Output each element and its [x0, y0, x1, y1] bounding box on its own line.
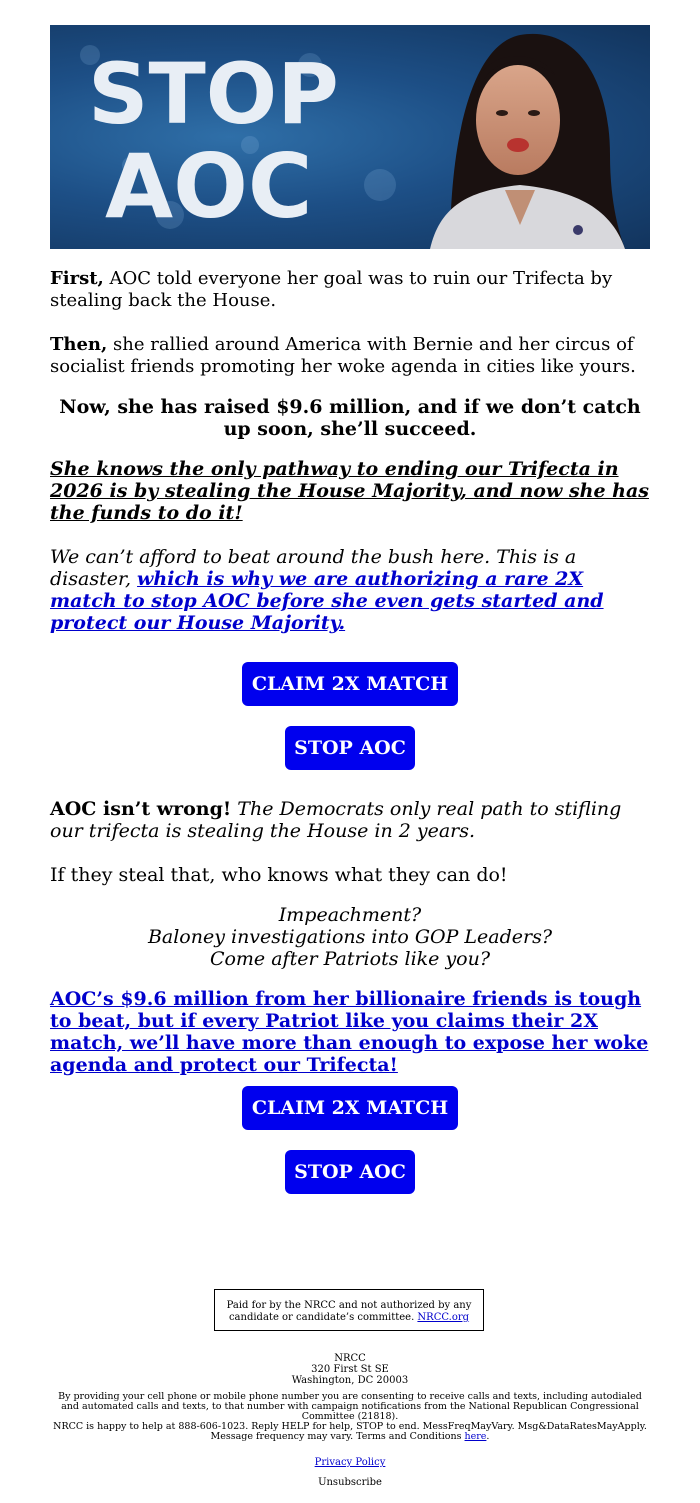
- hero-headline-line1: STOP: [88, 45, 339, 143]
- hero-headline-line2: AOC: [105, 135, 313, 238]
- paragraph-steal: If they steal that, who knows what they can do!: [50, 864, 508, 886]
- privacy-policy-link[interactable]: Privacy Policy: [314, 1457, 386, 1468]
- paragraph-now: Now, she has raised $9.6 million, and if we don’t catch up soon, she’ll succeed.: [59, 396, 641, 440]
- org-name: NRCC: [334, 1353, 366, 1364]
- hero-banner[interactable]: [50, 25, 650, 249]
- claim-2x-match-button-2[interactable]: CLAIM 2X MATCH: [242, 1086, 458, 1130]
- paid-for-text: Paid for by the NRCC and not authorized by any candidate or candidate’s committee.: [226, 1300, 472, 1323]
- paragraph-aoc-wrong-lead: AOC isn’t wrong!: [50, 798, 232, 820]
- paragraph-then: [50, 334, 650, 378]
- nrcc-link[interactable]: NRCC.org: [417, 1312, 470, 1323]
- billionaire-link[interactable]: AOC’s $9.6 million from her billionaire friends is tough to beat, but if every Patriot like you claims their 2X match, we’ll have more than enough to expose her woke agenda and protect our Trifecta!: [50, 988, 649, 1076]
- threat-list: [50, 904, 650, 970]
- help-text-end: .: [486, 1431, 490, 1442]
- paid-for-disclaimer: [214, 1289, 484, 1331]
- stop-aoc-button[interactable]: STOP AOC: [285, 726, 415, 770]
- threat-list-item: Come after Patriots like you?: [209, 948, 491, 970]
- street-address: 320 First St SE: [311, 1364, 389, 1375]
- paragraph-billionaire: [50, 988, 650, 1076]
- paragraph-first-text: AOC told everyone her goal was to ruin our Trifecta by stealing back the House.: [50, 268, 613, 311]
- hero-graphic: [50, 25, 650, 249]
- stop-aoc-button-2[interactable]: STOP AOC: [285, 1150, 415, 1194]
- paragraph-then-lead: Then,: [50, 334, 108, 355]
- paragraph-pathway: She knows the only pathway to ending our Trifecta in 2026 is by stealing the House Majority, and now she has the funds to do it!: [50, 458, 649, 524]
- address-block: [50, 1353, 650, 1386]
- city-address: Washington, DC 20003: [291, 1375, 409, 1386]
- threat-list-item: Impeachment?: [278, 904, 422, 926]
- paragraph-disaster-text: We can’t afford to beat around the bush here. This is a disaster,: [50, 546, 577, 590]
- help-text: NRCC is happy to help at 888-606-1023. Reply HELP for help, STOP to end. MessFreqMayVary. Msg&DataRatesMayApply. Message frequency may vary. Terms and Conditions: [53, 1421, 647, 1442]
- paragraph-aoc-wrong: [50, 798, 650, 842]
- paragraph-first: [50, 268, 650, 312]
- portrait-image: [430, 34, 625, 249]
- privacy-block: [50, 1457, 650, 1468]
- threat-list-item: Baloney investigations into GOP Leaders?: [147, 926, 553, 948]
- help-text-block: [50, 1422, 650, 1442]
- paragraph-disaster: [50, 546, 650, 634]
- consent-text: By providing your cell phone or mobile phone number you are consenting to receive calls and texts, including autodialed and automated calls and texts, to that number with campaign notifications from the National Republican Congressional Committee (21818).: [58, 1391, 642, 1422]
- claim-2x-match-button[interactable]: CLAIM 2X MATCH: [242, 662, 458, 706]
- paragraph-first-lead: First,: [50, 268, 104, 289]
- paragraph-aoc-wrong-text: The Democrats only real path to stifling our trifecta is stealing the House in 2 years.: [50, 798, 622, 842]
- terms-link[interactable]: here: [464, 1431, 487, 1442]
- paragraph-then-text: she rallied around America with Bernie and her circus of socialist friends promoting her woke agenda in cities like yours.: [50, 334, 636, 377]
- match-link[interactable]: which is why we are authorizing a rare 2X match to stop AOC before she even gets started and protect our House Majority.: [50, 568, 604, 634]
- unsubscribe-link[interactable]: Unsubscribe: [318, 1477, 382, 1488]
